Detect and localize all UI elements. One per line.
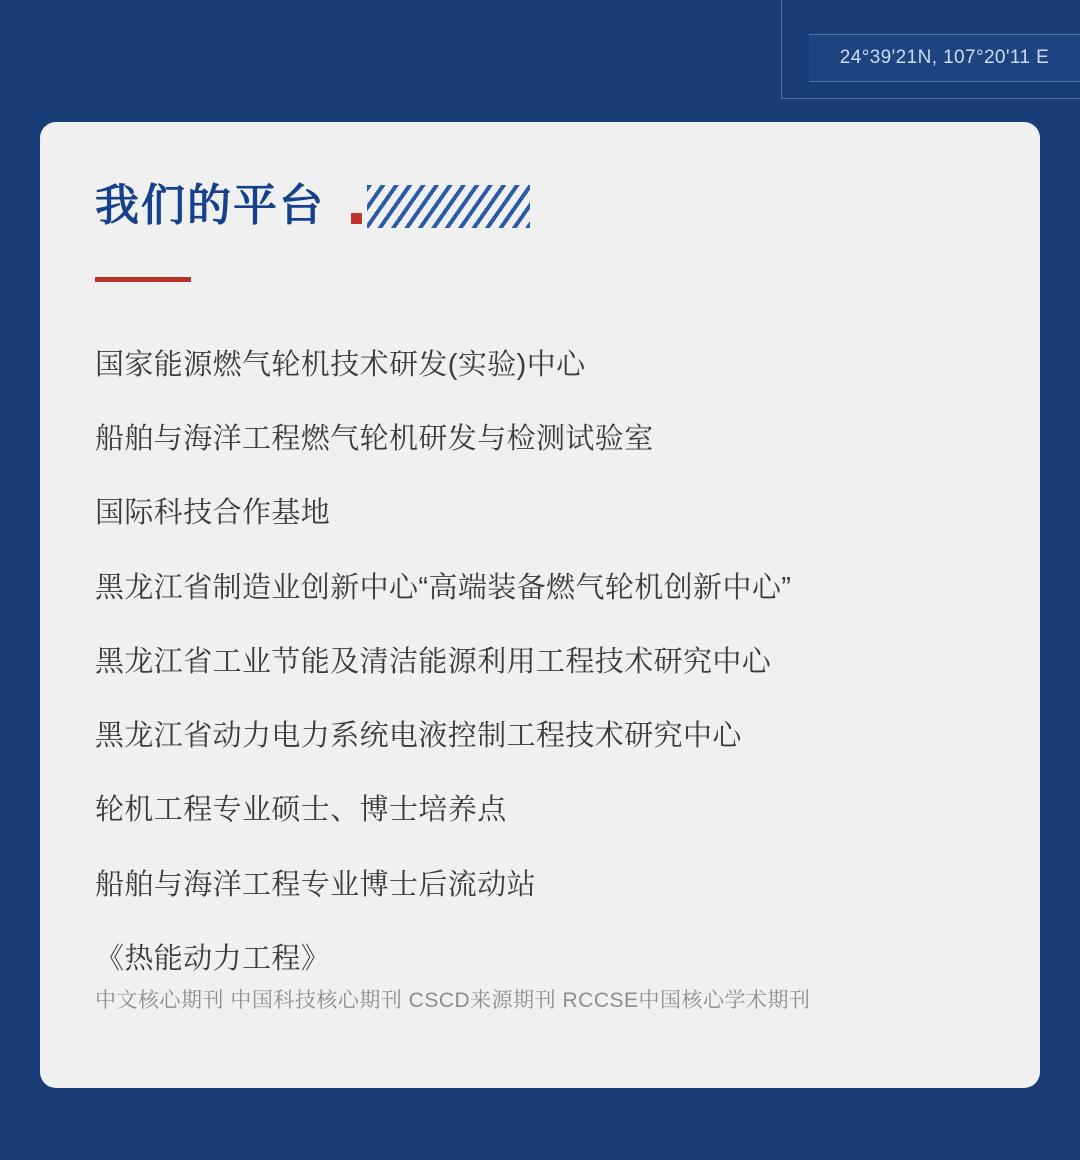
- list-item: 国际科技合作基地: [95, 497, 331, 530]
- card-heading-row: [95, 181, 530, 230]
- coordinate-text: 24°39'21N, 107°20'11 E: [839, 47, 1050, 68]
- page-title: 我们的平台: [95, 181, 325, 230]
- hatch-decoration: [351, 185, 530, 228]
- title-underline: [95, 277, 191, 282]
- list-item: 轮机工程专业硕士、博士培养点: [95, 794, 507, 827]
- list-item: 国家能源燃气轮机技术研发(实验)中心: [95, 349, 586, 381]
- list-item: 船舶与海洋工程燃气轮机研发与检测试验室: [95, 423, 654, 456]
- red-square-icon: [351, 213, 362, 224]
- list-item: 黑龙江省工业节能及清洁能源利用工程技术研究中心: [95, 645, 772, 678]
- platform-card: [40, 122, 1040, 1088]
- diagonal-stripes-icon: [367, 185, 530, 228]
- journal-tags: 中文核心期刊 中国科技核心期刊 CSCD来源期刊 RCCSE中国核心学术期刊: [95, 988, 811, 1012]
- list-item: 船舶与海洋工程专业博士后流动站: [95, 868, 537, 901]
- list-item: 黑龙江省制造业创新中心“高端装备燃气轮机创新中心”: [95, 571, 792, 604]
- coordinate-badge: [809, 34, 1080, 82]
- journal-title: 《热能动力工程》: [95, 942, 331, 975]
- list-item: 黑龙江省动力电力系统电液控制工程技术研究中心: [95, 720, 742, 753]
- platform-list: [95, 348, 995, 1014]
